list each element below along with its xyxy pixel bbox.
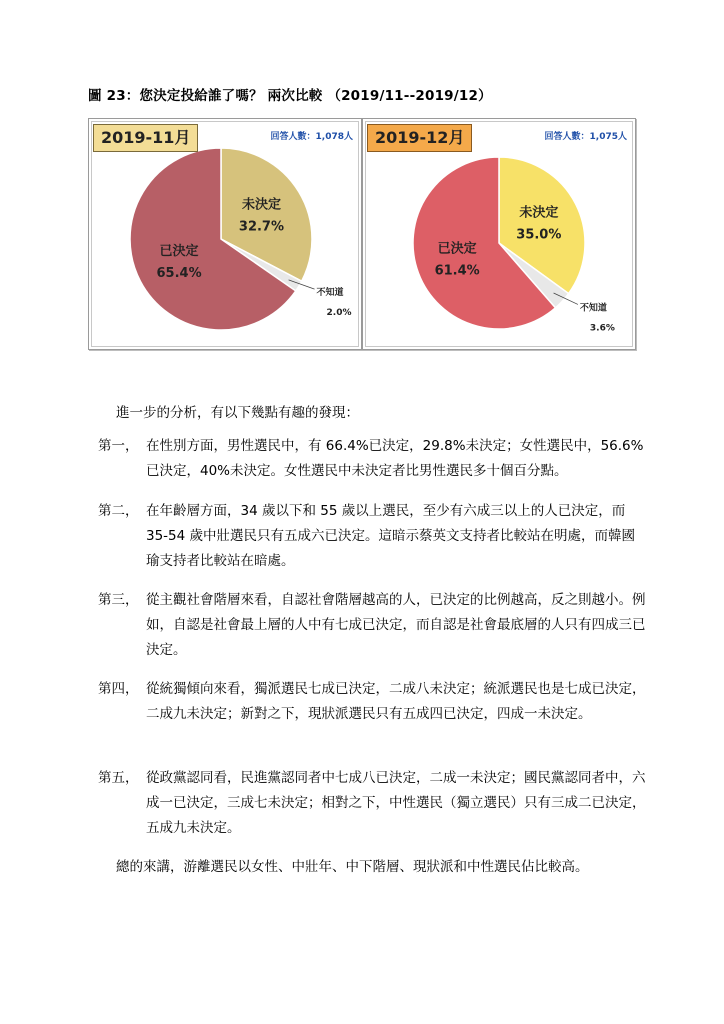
respondents-count: 回答人數：1,075人 — [544, 132, 627, 142]
figure-title: 圖 23：您決定投給誰了嗎？ 兩次比較 （2019/11--2019/12） — [88, 88, 492, 104]
finding-label: 第三， — [98, 592, 139, 608]
slice-value-label: 3.6% — [589, 323, 615, 334]
intro-text: 進一步的分析，有以下幾點有趣的發現： — [116, 405, 359, 421]
finding-5 — [98, 766, 646, 841]
finding-text: 從主觀社會階層來看，自認社會階層越高的人，已決定的比例越高，反之則越小。例如，自認是社會最上層的人中有七成已決定，而自認是社會最底層的人只有四成三已決定。 — [146, 592, 646, 658]
slice-value-label: 61.4% — [434, 263, 480, 279]
pie-panel-2019-11 — [88, 118, 362, 350]
finding-text: 在性別方面，男性選民中，有 66.4%已決定，29.8%未決定；女性選民中，56.6%已決定，40%未決定。女性選民中未決定者比男性選民多十個百分點。 — [146, 438, 644, 479]
finding-3 — [98, 588, 646, 663]
respondents-count: 回答人數：1,078人 — [270, 132, 353, 142]
chart-title: 2019-12月 — [367, 124, 472, 152]
pie-chart-2019-11 — [89, 119, 361, 349]
slice-category-label: 已決定 — [437, 241, 477, 257]
finding-text: 從統獨傾向來看，獨派選民七成已決定，二成八未決定；統派選民也是七成已決定，二成九未決定；新對之下，現狀派選民只有五成四已決定，四成一未決定。 — [146, 681, 646, 722]
finding-text: 從政黨認同看，民進黨認同者中七成八已決定，二成一未決定；國民黨認同者中，六成一已決定，三成七未決定；相對之下，中性選民（獨立選民）只有三成二已決定，五成九未決定。 — [146, 770, 646, 836]
finding-label: 第四， — [98, 681, 139, 697]
slice-value-label: 35.0% — [516, 227, 562, 243]
pie-panel-2019-12 — [362, 118, 636, 350]
finding-1 — [98, 434, 646, 484]
slice-value-label: 32.7% — [238, 219, 285, 235]
pie-chart-2019-12 — [363, 119, 635, 349]
slice-category-label: 不知道 — [579, 303, 607, 314]
finding-label: 第一， — [98, 438, 139, 454]
slice-category-label: 未決定 — [519, 205, 559, 221]
chart-title: 2019-11月 — [93, 124, 198, 152]
finding-label: 第二， — [98, 503, 139, 519]
finding-4 — [98, 677, 646, 727]
finding-text: 在年齡層方面，34 歲以下和 55 歲以上選民，至少有六成三以上的人已決定，而 35-54 歲中壯選民只有五成六已決定。這暗示蔡英文支持者比較站在明處，而韓國瑜支持者比較站在暗處。 — [146, 503, 636, 569]
slice-category-label: 已決定 — [159, 243, 199, 259]
slice-value-label: 2.0% — [326, 308, 352, 319]
closing-text: 總的來講，游離選民以女性、中壯年、中下階層、現狀派和中性選民佔比較高。 — [116, 859, 589, 875]
slice-value-label: 65.4% — [156, 265, 202, 281]
finding-label: 第五， — [98, 770, 139, 786]
finding-2 — [98, 499, 646, 574]
slice-category-label: 未決定 — [241, 197, 281, 213]
slice-category-label: 不知道 — [316, 288, 344, 299]
